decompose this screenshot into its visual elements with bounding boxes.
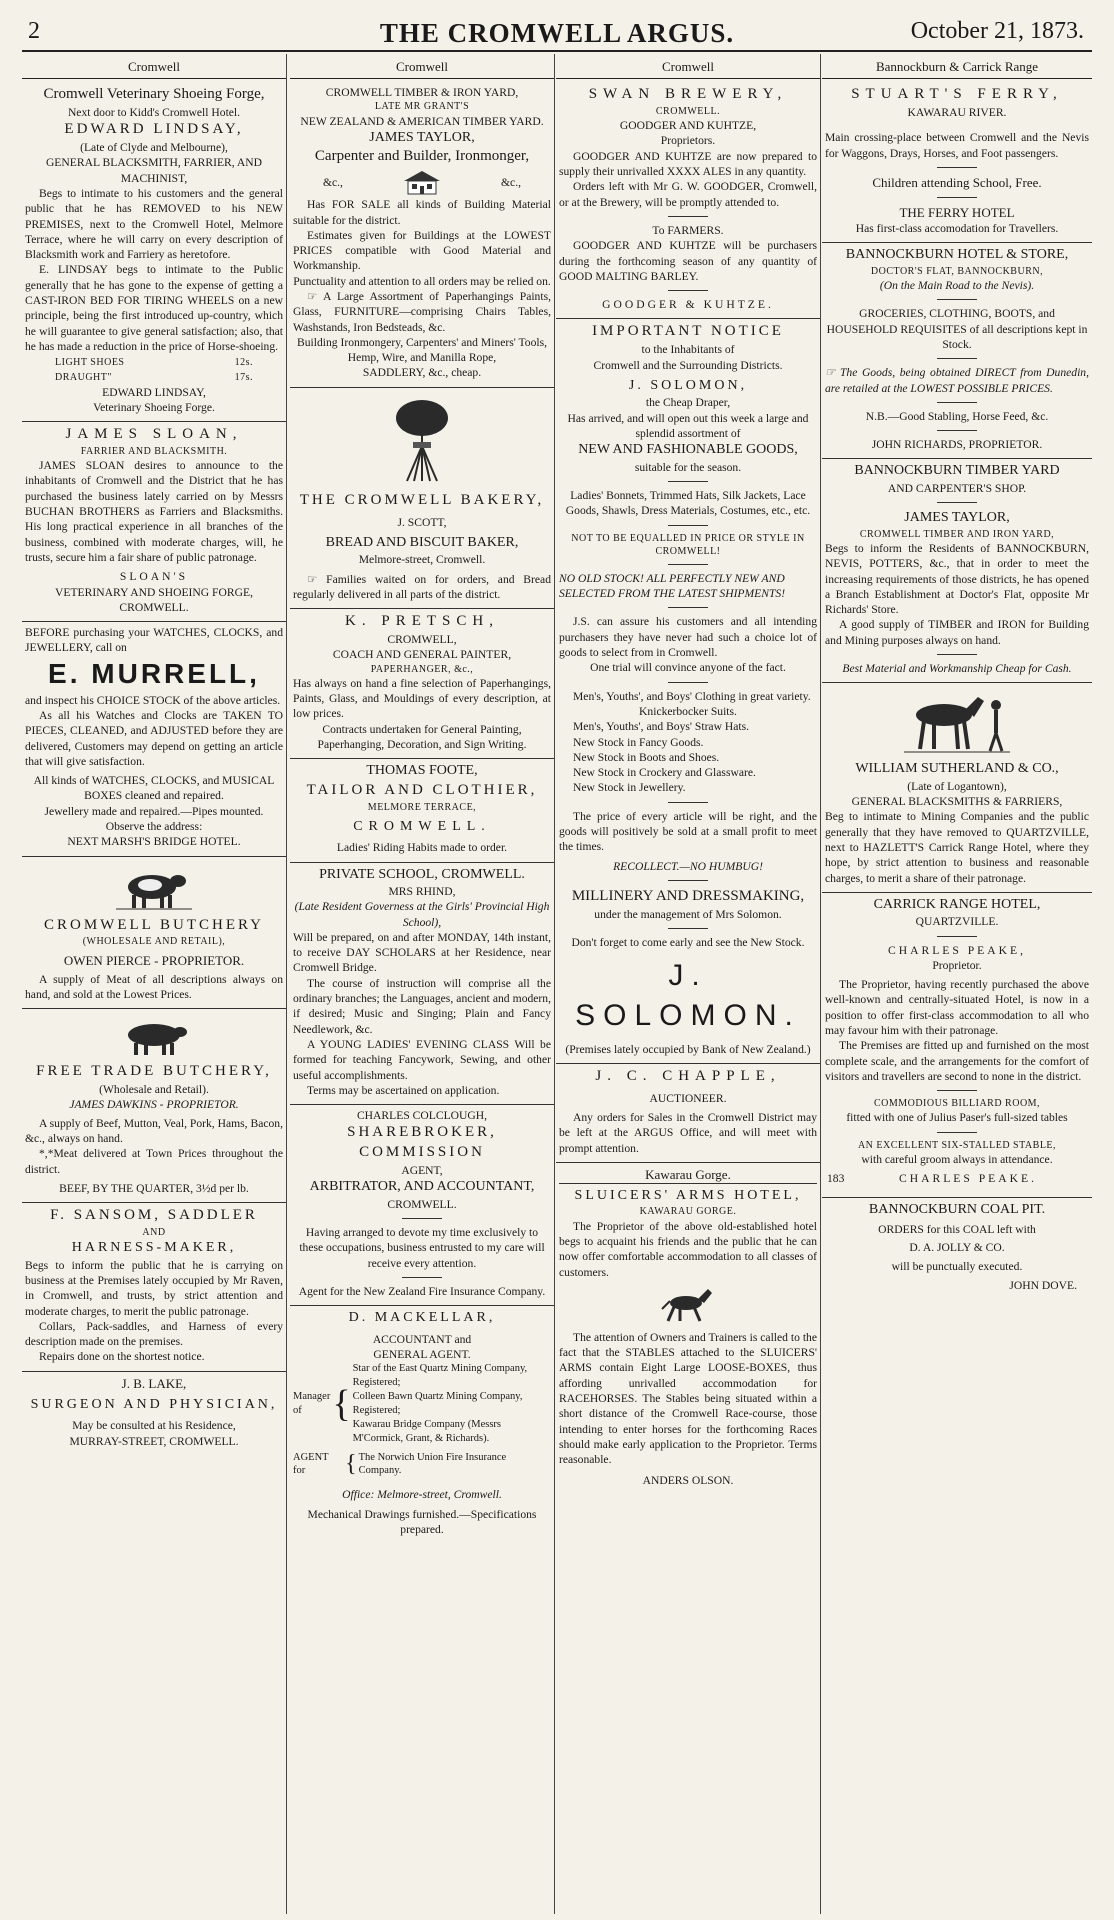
ad-footer-row: [825, 1167, 1089, 1190]
ad-owner: Proprietors.: [660, 134, 716, 148]
divider: [937, 936, 977, 937]
ad-text: Repairs done on the shortest notice.: [39, 1350, 205, 1364]
ad-signature: ANDERS OLSON.: [642, 1474, 734, 1488]
ad-text: All kinds of WATCHES, CLOCKS, and MUSICAL BOXES cleaned and repaired.: [33, 774, 275, 803]
ad-name: WILLIAM SUTHERLAND & CO.,: [855, 761, 1059, 777]
ad-text: COMMODIOUS BILLIARD ROOM,: [873, 1098, 1041, 1110]
ad-owner: MRS RHIND,: [388, 884, 456, 898]
ad-name: SLUICERS' ARMS HOTEL,: [574, 1187, 802, 1203]
ad-location: DOCTOR'S FLAT, BANNOCKBURN,: [870, 265, 1044, 277]
ad-big-name: J. SOLOMON.: [575, 959, 801, 1032]
ad-text: Will be prepared, on and after MONDAY, 14th instant, to receive DAY SCHOLARS at her Residence, near Cromwell Bridge.: [293, 930, 551, 975]
divider: [668, 802, 708, 803]
column-2: [290, 54, 555, 1914]
ad-text: E. LINDSAY begs to intimate to the Public generally that he has gone to the expense of getting a CAST-IRON BED FOR TIRING WHEELS on a new principle, being the first introduced up-country, which he will guarantee to give general satisfaction; also, that he has made a reduction in the price of Horse-shoeing.: [25, 263, 283, 353]
ad-name: K. PRETSCH,: [345, 613, 499, 630]
ad-text: Orders left with Mr G. W. GOODGER, Cromwell, or at the Brewery, will be promptly attended to.: [559, 180, 817, 209]
ad-text: Contracts undertaken for General Painting, Paperhanging, Decoration, and Sign Writing.: [317, 722, 527, 751]
ad-private-school: [290, 863, 554, 1106]
ad-text: under the management of Mrs Solomon.: [594, 907, 782, 921]
ad-text: Children attending School, Free.: [872, 174, 1042, 190]
ad-text: GROCERIES, CLOTHING, BOOTS, and HOUSEHOLD REQUISITES of all descriptions kept in Stock.: [826, 307, 1088, 351]
ad-name: CROMWELL TIMBER & IRON YARD,: [325, 86, 519, 100]
divider: [937, 358, 977, 359]
divider: [402, 1277, 442, 1278]
ad-signature: JOHN DOVE.: [1009, 1278, 1077, 1292]
ad-text: A supply of Beef, Mutton, Veal, Pork, Hams, Bacon, &c., always on hand.: [25, 1116, 283, 1146]
divider: [937, 1132, 977, 1133]
ad-trade: ARBITRATOR, AND ACCOUNTANT,: [309, 1179, 535, 1195]
ad-text: NO OLD STOCK! ALL PERFECTLY NEW AND SELECTED FROM THE LATEST SHIPMENTS!: [559, 571, 786, 601]
column-1: [22, 54, 287, 1914]
list-item: New Stock in Jewellery.: [573, 781, 686, 795]
ad-coal-pit: [822, 1198, 1092, 1300]
ad-text: suitable for the season.: [634, 460, 742, 474]
ad-text: Begs to inform the public that he is carrying on business at the Premises lately occupied by Mr Raven, in Cromwell, and trusts, by strict attention and moderate charges, to merit the public patronage.: [25, 1258, 283, 1318]
ad-text: NOT TO BE EQUALLED IN PRICE OR STYLE IN CROMWELL!: [571, 532, 805, 557]
ad-name: EDWARD LINDSAY,: [64, 121, 244, 138]
ad-trade: HARNESS-MAKER,: [71, 1240, 237, 1256]
ad-sutherland: [822, 683, 1092, 893]
divider: [937, 502, 977, 503]
list-item: Men's, Youths', and Boys' Clothing in great variety.: [573, 689, 811, 703]
column-3: [556, 54, 821, 1914]
ad-text: Begs to intimate to his customers and the general public that he has REMOVED to his NEW PREMISES, next to the Cromwell Hotel, Melmore Terrace, where he will carry on every description of Blacksmith work and Farriery as heretofore.: [25, 186, 283, 262]
list-item: New Stock in Fancy Goods.: [573, 735, 704, 749]
manager-item: Star of the East Quartz Mining Company, Registered;: [352, 1363, 528, 1389]
ad-swan-brewery: [556, 82, 820, 319]
ad-text: and inspect his CHOICE STOCK of the above articles.: [25, 693, 281, 707]
ad-proprietor: OWEN PIERCE - PROPRIETOR.: [63, 952, 245, 968]
ad-text: The Premises are fitted up and furnished on the most complete scale, and the arrangements for the comfort of visitors and travellers are second to none in the district.: [825, 1039, 1089, 1083]
ad-number: 183: [827, 1172, 845, 1186]
ad-text: JAMES SLOAN desires to announce to the inhabitants of Cromwell and the District that he has purchased the business lately carried on by Messrs BUCHAN BROTHERS as Farriers and Blacksmiths. His long practical experience in all branches of the business, combined with moderate charges, will, he trusts, secure him a fair share of public patronage.: [25, 459, 283, 564]
ad-name: BANNOCKBURN HOTEL & STORE,: [845, 247, 1069, 263]
divider: [402, 1218, 442, 1219]
ad-text: Building Ironmongery, Carpenters' and Miners' Tools, Hemp, Wire, and Manilla Rope,: [296, 335, 548, 365]
divider: [668, 216, 708, 217]
ad-text: Terms may be ascertained on application.: [307, 1083, 500, 1097]
ad-name: F. SANSOM, SADDLER: [50, 1207, 258, 1224]
ad-text: Mechanical Drawings furnished.—Specifications prepared.: [307, 1507, 537, 1537]
ad-note: LATE MR GRANT'S: [374, 101, 470, 113]
ad-foote: [290, 759, 554, 862]
ad-text: Has first-class accomodation for Travellers.: [855, 222, 1059, 236]
ad-footer: SLOAN'S: [119, 570, 189, 584]
ad-footer: VETERINARY AND SHOEING FORGE,: [55, 585, 253, 599]
manager-label: Manager of: [293, 1391, 331, 1416]
ad-stuarts-ferry: [822, 82, 1092, 243]
agent-item: The Norwich Union Fire Insurance Company.: [358, 1451, 507, 1477]
ad-text: ☞ Families waited on for orders, and Bread regularly delivered in all parts of the district.: [293, 572, 551, 601]
wheat-sheaf-icon: [387, 396, 457, 486]
ad-note: (Premises lately occupied by Bank of New Zealand.): [565, 1042, 811, 1056]
ad-mackellar: [290, 1306, 554, 1543]
divider: [668, 525, 708, 526]
ad-location: KAWARAU RIVER.: [907, 105, 1007, 119]
ad-pretsch: [290, 609, 554, 759]
ad-town: CROMWELL,: [387, 633, 457, 647]
divider: [668, 880, 708, 881]
ad-free-trade-butchery: [22, 1009, 286, 1203]
agent-block: [293, 1445, 551, 1483]
ad-chapple: [556, 1064, 820, 1163]
ad-text: Estimates given for Buildings at the LOWEST PRICES compatible with Good Material and Workmanship.: [293, 228, 551, 273]
ad-owner: J. SOLOMON,: [628, 377, 748, 393]
ad-title: Cromwell Veterinary Shoeing Forge,: [43, 86, 265, 103]
price-label: LIGHT SHOES: [55, 357, 125, 369]
ad-text: fitted with one of Julius Paser's full-sized tables: [846, 1111, 1068, 1125]
divider: [937, 402, 977, 403]
ad-address: Melmore-street, Cromwell.: [358, 553, 486, 567]
ad-name: THOMAS FOOTE,: [366, 763, 478, 779]
ad-name: JAMES SLOAN,: [65, 426, 243, 443]
ad-trade: AUCTIONEER.: [649, 1091, 727, 1105]
ad-text: The Proprietor of the above old-established hotel begs to acquaint his friends and the public that he can now offer comfortable accommodation to all classes of customers.: [559, 1219, 817, 1279]
list-item: Knickerbocker Suits.: [639, 704, 737, 718]
ad-murrell: [22, 622, 286, 857]
ad-text: One trial will convince anyone of the fact.: [590, 661, 786, 675]
ad-text: Has FOR SALE all kinds of Building Material suitable for the district.: [293, 198, 551, 227]
ad-name: THE CROMWELL BAKERY,: [299, 491, 545, 508]
ad-bannockburn-timber: [822, 459, 1092, 683]
ad-trade: ACCOUNTANT and: [372, 1332, 472, 1346]
brace-icon: {: [332, 1382, 351, 1425]
ad-subtitle: NEW ZEALAND & AMERICAN TIMBER YARD.: [300, 114, 544, 128]
ad-name: J. B. LAKE,: [121, 1375, 187, 1391]
ad-owner: CHARLES PEAKE,: [888, 943, 1026, 957]
ad-bannockburn-hotel: [822, 243, 1092, 459]
ad-text: ORDERS for this COAL left with: [878, 1223, 1036, 1236]
ad-office: Office: Melmore-street, Cromwell.: [342, 1488, 502, 1502]
ad-sluicers-arms: [556, 1163, 820, 1495]
ad-trade: BREAD AND BISCUIT BAKER,: [325, 534, 519, 550]
ad-name: CARRICK RANGE HOTEL,: [873, 896, 1041, 912]
list-item: Men's, Youths', and Boys' Straw Hats.: [573, 720, 749, 734]
ad-text: The price of every article will be right, and the goods will positively be sold at a small profit to meet the times.: [559, 809, 817, 854]
column-4: [822, 54, 1092, 1914]
ad-text: N.B.—Good Stabling, Horse Feed, &c.: [865, 409, 1049, 423]
ad-text: As all his Watches and Clocks are TAKEN TO PIECES, CLEANED, and ADJUSTED before they are delivered, Customers may depend on getting an article that will give satisfaction.: [25, 708, 283, 768]
ad-town: CROMWELL.: [353, 818, 491, 834]
ad-section-heading: Kawarau Gorge.: [559, 1166, 817, 1184]
price-label: DRAUGHT": [55, 372, 112, 384]
ad-timber-yard: [290, 82, 554, 388]
ad-name: E. MURRELL,: [48, 657, 260, 689]
ad-text: A YOUNG LADIES' EVENING CLASS Will be formed for teaching Fancywork, Sewing, and other useful accomplishments.: [293, 1037, 551, 1082]
ad-address: MURRAY-STREET, CROMWELL.: [69, 1434, 239, 1448]
manager-item: Kawarau Bridge Company (Messrs M'Cormick, Grant, & Richards).: [352, 1418, 502, 1444]
ad-role: Proprietor.: [932, 958, 982, 972]
ad-subhead: MILLINERY AND DRESSMAKING,: [571, 887, 805, 904]
ad-trade: GENERAL BLACKSMITHS & FARRIERS,: [851, 795, 1063, 809]
ad-goods: NEW AND FASHIONABLE GOODS,: [578, 442, 798, 458]
ad-trade: FARRIER AND BLACKSMITH.: [80, 445, 228, 457]
ad-subtitle: Next door to Kidd's Cromwell Hotel.: [67, 105, 241, 119]
ad-text: Having arranged to devote my time exclusively to these occupations, business entrusted to my care will receive every attention.: [299, 1226, 545, 1270]
newspaper-title: THE CROMWELL ARGUS.: [379, 18, 735, 48]
ad-trade: PAPERHANGER, &c.,: [370, 663, 474, 675]
agent-label: AGENT for: [293, 1451, 329, 1477]
column-heading: Bannockburn & Carrick Range: [822, 54, 1092, 79]
divider: [668, 682, 708, 683]
divider: [937, 430, 977, 431]
page-number: 2: [28, 18, 40, 44]
ad-trade: TAILOR AND CLOTHIER,: [306, 781, 538, 798]
price-row: [25, 371, 283, 384]
ad-text: with careful groom always in attendance.: [861, 1152, 1053, 1166]
ad-address: CROMWELL TIMBER AND IRON YARD,: [859, 528, 1055, 540]
house-illustration-icon: [402, 169, 442, 195]
ad-sansom: [22, 1203, 286, 1372]
ad-trade: GENERAL BLACKSMITH, FARRIER, AND MACHINIST,: [45, 156, 263, 185]
ad-text: *,*Meat delivered at Town Prices throughout the district.: [25, 1147, 283, 1176]
horse-illustration-icon: [660, 1285, 716, 1325]
ad-town: CROMWELL.: [387, 1197, 457, 1211]
ad-etc-row: [293, 167, 551, 197]
ad-subtitle: (WHOLESALE AND RETAIL),: [82, 936, 226, 948]
divider: [937, 299, 977, 300]
ad-signature: JOHN RICHARDS, PROPRIETOR.: [871, 438, 1043, 452]
ad-town: CROMWELL.: [655, 105, 721, 117]
ad-title: SURGEON AND PHYSICIAN,: [30, 1396, 278, 1412]
ad-text: Jewellery made and repaired.—Pipes mounted.: [44, 804, 264, 818]
ad-text: Don't forget to come early and see the New Stock.: [571, 936, 805, 950]
divider: [668, 564, 708, 565]
ad-text: Agent for the New Zealand Fire Insurance Company.: [298, 1284, 546, 1298]
list-item: New Stock in Boots and Shoes.: [573, 750, 720, 764]
ox-illustration-icon: [114, 1017, 194, 1057]
ad-signature: CHARLES PEAKE.: [899, 1172, 1037, 1186]
ad-text: Begs to inform the Residents of BANNOCKBURN, NEVIS, POTTERS, &c., that in order to meet the increasing requirements of those districts, he has opened a Branch Establishment at Doctor's Flat, opposite Mr Richards' Store.: [825, 541, 1089, 617]
ad-address: NEXT MARSH'S BRIDGE HOTEL.: [67, 835, 241, 849]
ad-name: PRIVATE SCHOOL, CROMWELL.: [319, 866, 525, 882]
divider: [937, 197, 977, 198]
ad-carrick-range: [822, 893, 1092, 1198]
ad-trade: COACH AND GENERAL PAINTER,: [332, 648, 512, 662]
ad-text: Collars, Pack-saddles, and Harness of every description made on the premises.: [25, 1319, 283, 1349]
list-item: New Stock in Crockery and Glassware.: [573, 766, 756, 780]
ad-subtitle: AND CARPENTER'S SHOP.: [887, 481, 1027, 495]
ad-owner: JAMES TAYLOR,: [369, 129, 475, 145]
divider: [937, 167, 977, 168]
column-heading: Cromwell: [290, 54, 554, 79]
ad-note: (Late Resident Governess at the Girls' Provincial High School),: [294, 900, 550, 929]
ad-lake: [22, 1372, 286, 1455]
ad-text: A good supply of TIMBER and IRON for Building and Mining purposes always on hand.: [825, 618, 1089, 647]
ad-owner: GOODGER AND KUHTZE,: [619, 119, 757, 133]
ad-trade: AGENT,: [401, 1164, 443, 1178]
ad-owner: JAMES TAYLOR,: [904, 510, 1010, 526]
ad-text: Cromwell and the Surrounding Districts.: [593, 358, 783, 372]
ad-signature: GOODGER & KUHTZE.: [602, 298, 774, 312]
ad-cromwell-butchery: [22, 857, 286, 1010]
divider: [937, 1090, 977, 1091]
ad-text: Any orders for Sales in the Cromwell District may be left at the ARGUS Office, and will meet with prompt attention.: [559, 1110, 817, 1155]
ad-solomon: [556, 319, 820, 1063]
ad-location: KAWARAU GORGE.: [639, 1206, 737, 1218]
ad-colclough: [290, 1105, 554, 1306]
ad-note: (Late of Clyde and Melbourne),: [80, 141, 228, 155]
ad-text: Has always on hand a fine selection of Paperhangings, Paints, Glass, and Mouldings of every description, at low prices.: [293, 676, 551, 721]
manager-block: [293, 1362, 551, 1445]
divider: [668, 928, 708, 929]
ad-sloan: [22, 422, 286, 622]
ad-text: will be punctually executed.: [891, 1259, 1023, 1273]
ad-name: CROMWELL BUTCHERY: [43, 916, 265, 933]
price-row: [25, 354, 283, 371]
price-value: 12s.: [234, 357, 253, 369]
cow-illustration-icon: [114, 865, 194, 911]
divider: [668, 290, 708, 291]
issue-date: October 21, 1873.: [910, 18, 1084, 44]
ad-text: to the Inhabitants of: [641, 343, 735, 357]
ad-address: MELMORE TERRACE,: [367, 801, 477, 813]
column-heading: Cromwell: [22, 54, 286, 79]
divider: [937, 654, 977, 655]
ad-text: May be consulted at his Residence,: [72, 1419, 236, 1433]
ad-text: ☞ A Large Assortment of Paperhangings Paints, Glass, FURNITURE—comprising Chairs Tables, Washstands, Iron Bedsteads, &c.: [293, 289, 551, 334]
ad-name: D. MACKELLAR,: [348, 1310, 496, 1326]
ad-text: D. A. JOLLY & CO.: [909, 1241, 1005, 1255]
ad-text: AN EXCELLENT SIX-STALLED STABLE,: [857, 1139, 1057, 1151]
ad-text: RECOLLECT.—NO HUMBUG!: [613, 859, 763, 873]
ad-trade: GENERAL AGENT.: [373, 1348, 471, 1362]
ad-text: GOODGER AND KUHTZE are now prepared to supply their unrivalled XXXX ALES in any quantity.: [559, 149, 817, 179]
ad-name: IMPORTANT NOTICE: [592, 323, 784, 340]
ad-location: QUARTZVILLE.: [915, 915, 999, 929]
ad-etc: &c.,: [501, 175, 521, 189]
ad-etc: &c.,: [323, 175, 343, 189]
ad-text: Observe the address:: [105, 820, 203, 834]
ad-bakery: [290, 388, 554, 609]
ad-subhead: THE FERRY HOTEL: [899, 205, 1015, 220]
brace-icon: {: [345, 1451, 357, 1478]
horse-and-farrier-icon: [902, 691, 1012, 755]
ad-text: A supply of Meat of all descriptions always on hand, and sold at the Lowest Prices.: [25, 972, 283, 1002]
ad-text: The attention of Owners and Trainers is called to the fact that the STABLES attached to the SLUICERS' ARMS contain Eight Large LOOSE-BOXES, thus affording unrivalled accommodation for RACEHORSES. The Stables being situated within a short distance of the Cromwell Race-course, those intending to enter horses for the forthcoming Races should make early application to the Proprietor. Terms reasonable.: [559, 1330, 817, 1467]
ad-trade: SHAREBROKER, COMMISSION: [347, 1124, 497, 1161]
ad-text: The course of instruction will comprise all the ordinary branches; the Languages, ancient and modern, if desired; Music and Singing; Plain and Fancy Needlework, &c.: [293, 976, 551, 1036]
ad-text: GOODGER AND KUHTZE will be purchasers during the forthcoming season of any quantity of GOOD MALTING BARLEY.: [559, 239, 817, 283]
ad-footer: CROMWELL.: [119, 600, 189, 614]
ad-text: SADDLERY, &c., cheap.: [362, 366, 482, 380]
ad-subtitle: (Wholesale and Retail).: [99, 1083, 209, 1097]
ad-owner: J. SCOTT,: [397, 515, 447, 529]
ad-text: Best Material and Workmanship Cheap for Cash.: [842, 661, 1072, 675]
divider: [668, 481, 708, 482]
ad-text: BEEF, BY THE QUARTER, 3½d per lb.: [59, 1181, 249, 1195]
ad-proprietor: JAMES DAWKINS - PROPRIETOR.: [69, 1098, 239, 1112]
ad-signature: Veterinary Shoeing Forge.: [93, 400, 215, 414]
ad-name: J. C. CHAPPLE,: [595, 1067, 781, 1084]
masthead: [22, 14, 1092, 52]
ad-name: SWAN BREWERY,: [588, 86, 788, 103]
ad-text: Has arrived, and will open out this week a large and splendid assortment of: [567, 411, 809, 440]
ad-text: Main crossing-place between Cromwell and the Nevis for Waggons, Drays, Horses, and Foot passengers.: [825, 131, 1089, 160]
ad-name: CHARLES COLCLOUGH,: [356, 1109, 488, 1123]
ad-text: J.S. can assure his customers and all intending purchasers they have never had such a choice lot of goods to select from in Cromwell.: [559, 615, 817, 660]
ad-text: Beg to intimate to Mining Companies and the public generally that they have removed to QUARTZVILLE, next to HAZLETT'S Carrick Range Hotel, where they hope, by strict attention to business and reasonable charges, to merit a share of their patronage.: [825, 810, 1089, 885]
ad-text: Punctuality and attention to all orders may be relied on.: [293, 274, 551, 288]
ad-text: ☞ The Goods, being obtained DIRECT from Dunedin, are retailed at the LOWEST POSSIBLE PRICES.: [825, 366, 1089, 395]
ad-location: (On the Main Road to the Nevis).: [879, 279, 1035, 293]
ad-text: BEFORE purchasing your WATCHES, CLOCKS, and JEWELLERY, call on: [25, 626, 283, 655]
ad-lindsay-forge: [22, 82, 286, 422]
ad-name: BANNOCKBURN TIMBER YARD: [854, 463, 1060, 479]
ad-note: (Late of Logantown),: [907, 779, 1007, 793]
ad-subhead: To FARMERS.: [652, 223, 724, 237]
divider: [668, 607, 708, 608]
ad-signature: EDWARD LINDSAY,: [102, 385, 206, 399]
ad-trade: Carpenter and Builder, Ironmonger,: [314, 148, 530, 165]
manager-item: Colleen Bawn Quartz Mining Company, Registered;: [352, 1391, 523, 1416]
ad-text: Ladies' Riding Habits made to order.: [336, 841, 508, 855]
ad-name: BANNOCKBURN COAL PIT.: [868, 1201, 1046, 1217]
ad-name: FREE TRADE BUTCHERY,: [36, 1063, 272, 1080]
ad-role: the Cheap Draper,: [645, 396, 731, 410]
ad-text: Ladies' Bonnets, Trimmed Hats, Silk Jackets, Lace Goods, Shawls, Dress Materials, Costumes, etc., etc.: [565, 488, 811, 518]
column-heading: Cromwell: [556, 54, 820, 79]
ad-text: The Proprietor, having recently purchased the above well-known and centrally-situated Hotel, is now in a position to offer first-class accommodation to all who may favour him with their patronage.: [825, 978, 1089, 1038]
ad-and: AND: [142, 1227, 166, 1239]
ad-name: STUART'S FERRY,: [851, 86, 1063, 103]
price-value: 17s.: [234, 372, 253, 384]
